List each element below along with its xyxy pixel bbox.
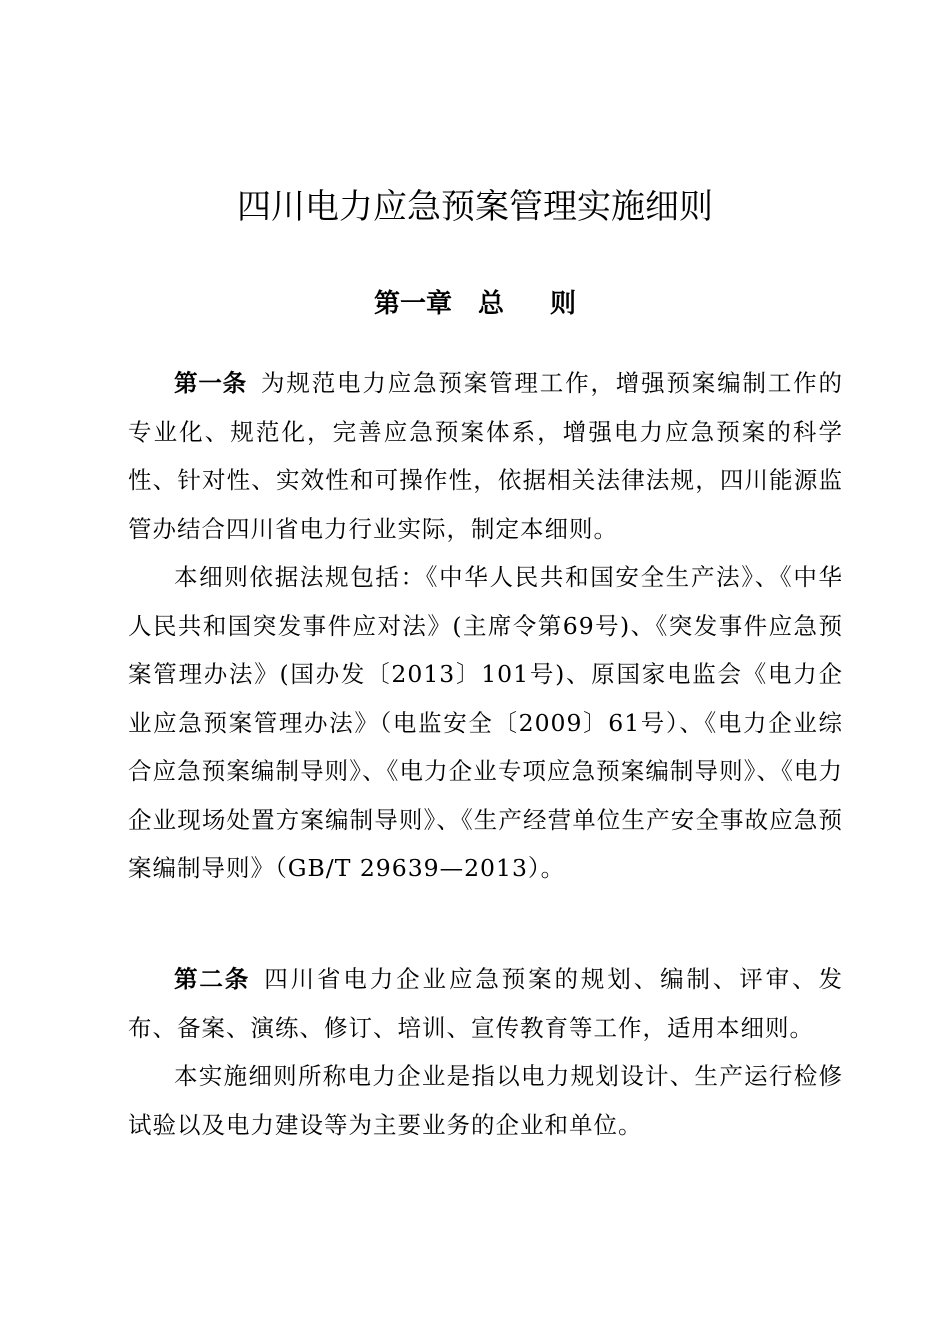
article-text: 为规范电力应急预案管理工作，增强预案编制工作的专业化、规范化，完善应急预案体系，增强电力应急预案的科学性、针对性、实效性和可操作性，依据相关法律法规，四川能源监管办结合四川省电力行业实际，制定本细则。 [128,369,844,543]
article-paragraph [128,1052,843,1149]
article-paragraph [128,955,843,1052]
article-text: 本细则依据法规包括：《中华人民共和国安全生产法》、《中华人民共和国突发事件应对法》(主席令第69号)、《突发事件应急预案管理办法》(国办发〔2013〕101号)、原国家电监会《电力企业应急预案管理办法》（电监安全〔2009〕61号）、《电力企业综合应急预案编制导则》、《电力企业专项应急预案编制导则》、《电力企业现场处置方案编制导则》、《生产经营单位生产安全事故应急预案编制导则》（GB/T 29639—2013）。 [128,563,843,882]
chapter-heading [0,282,950,326]
chapter-number: 第一章 [373,289,452,319]
article-label: 第二条 [174,965,251,993]
article-label: 第一条 [174,369,248,397]
article-text: 四川省电力企业应急预案的规划、编制、评审、发布、备案、演练、修订、培训、宣传教育等工作，适用本细则。 [128,965,843,1042]
article-2-block [128,955,843,1149]
article-1-block [128,359,843,893]
article-text: 本实施细则所称电力企业是指以电力规划设计、生产运行检修试验以及电力建设等为主要业务的企业和单位。 [128,1062,843,1139]
chapter-name-part2: 则 [550,289,577,319]
document-title: 四川电力应急预案管理实施细则 [237,187,713,227]
chapter-name-part1: 总 [477,289,504,319]
article-paragraph [128,359,843,553]
article-paragraph [128,553,843,893]
